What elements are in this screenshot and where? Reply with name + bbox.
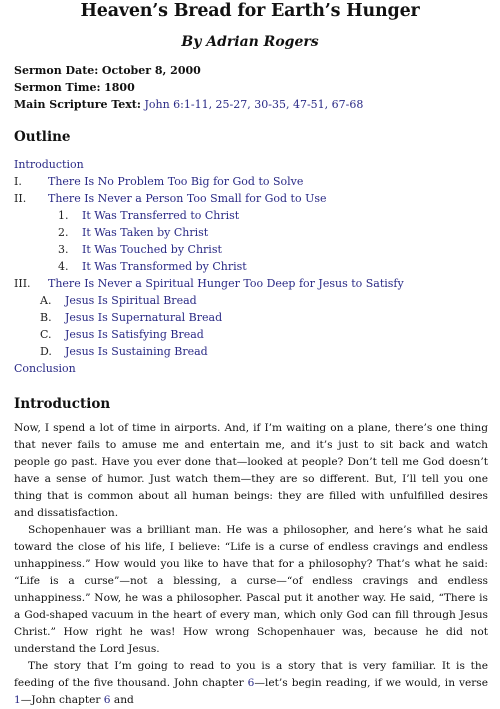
outline-item-link[interactable]: It Was Transferred to Christ [82,209,240,222]
outline-item-link[interactable]: Jesus Is Sustaining Bread [65,345,208,358]
sermon-time-value: 1800 [104,81,135,94]
intro-paragraph-3-text-a: The story that I’m going to read to you is a story that is very familiar. It is the feeding of the five thousand. John chapter [14,660,488,689]
outline-item-link[interactable]: It Was Taken by Christ [82,226,209,239]
outline-item-number: III. [14,277,31,290]
outline-item-link[interactable]: Jesus Is Spiritual Bread [65,294,197,307]
intro-paragraph-2: Schopenhauer was a brilliant man. He was a philosopher, and here’s what he said toward the close of his life, I believe: “Life is a curse of endless cravings and endless unhappiness.” How would you like to have that for a philosophy? That’s what he said: “Life is a curse”—not a blessing, a curse—“of endless cravings and endless unhappiness.” Now, he was a philosopher. Pascal put it another way. He said, “There is a God-shaped vacuum in the heart of every man, which only God can fill through Jesus Christ.” How right he was! How wrong Schopenhauer was, because he did not understand the Lord Jesus. [14,524,488,655]
outline-item-link[interactable]: Jesus Is Satisfying Bread [65,328,204,341]
scripture-ref-link[interactable]: 6 [247,677,255,689]
intro-paragraph-3-text-b: —let’s begin reading, if we would, in verse [254,677,488,689]
sermon-time-label: Sermon Time: [14,81,101,94]
outline-item-link[interactable]: Conclusion [14,362,76,375]
outline-item-link[interactable]: It Was Transformed by Christ [82,260,247,273]
sermon-time [14,81,135,95]
outline-item-number: 3. [58,243,69,256]
outline-item-link[interactable]: There Is Never a Spiritual Hunger Too Deep for Jesus to Satisfy [48,277,404,290]
outline-item-number: I. [14,175,22,188]
outline-item-number: 1. [58,209,69,222]
intro-paragraph-3-text-d: and [110,694,134,706]
scripture-ref-link[interactable]: 6 [103,694,111,706]
sermon-date-value: October 8, 2000 [101,64,201,77]
outline-item-number: C. [40,328,52,341]
outline-item-number: II. [14,192,27,205]
sermon-title: Heaven’s Bread for Earth’s Hunger [80,1,420,21]
intro-paragraph-1: Now, I spend a lot of time in airports. And, if I’m waiting on a plane, there’s one thing that never fails to amuse me and entertain me, and it’s just to sit back and watch people go past. Have you ever done that—looked at people? Don’t tell me God doesn’t have a sense of humor. Just watch them—they are so different. But, I’ll tell you one thing that is common about all human beings: they are filled with unfulfilled desires and dissatisfaction. [14,422,488,519]
outline-item-link[interactable]: Introduction [14,158,84,171]
outline-item-link[interactable]: There Is Never a Person Too Small for God to Use [48,192,327,205]
outline-item-link[interactable]: There Is No Problem Too Big for God to Solve [48,175,304,188]
sermon-date [14,64,201,78]
main-scripture-link[interactable]: John 6:1-11, 25-27, 30-35, 47-51, 67-68 [144,98,364,111]
outline-item-link[interactable]: It Was Touched by Christ [82,243,222,256]
outline-heading: Outline [14,129,71,145]
outline-item-link[interactable]: Jesus Is Supernatural Bread [65,311,223,324]
outline-item-number: A. [40,294,52,307]
outline-item-number: B. [40,311,52,324]
sermon-date-label: Sermon Date: [14,64,99,77]
scripture-ref-link[interactable]: 1 [14,694,21,706]
main-scripture-label: Main Scripture Text: [14,98,141,111]
sermon-author: By Adrian Rogers [181,34,319,50]
intro-paragraph-3 [14,658,488,709]
outline-item-number: 4. [58,260,69,273]
main-scripture [14,98,363,112]
introduction-body [14,420,488,709]
intro-paragraph-3-text-c: —John chapter [20,694,104,706]
outline-item-number: D. [40,345,52,358]
outline-item-number: 2. [58,226,69,239]
introduction-heading: Introduction [14,396,111,412]
